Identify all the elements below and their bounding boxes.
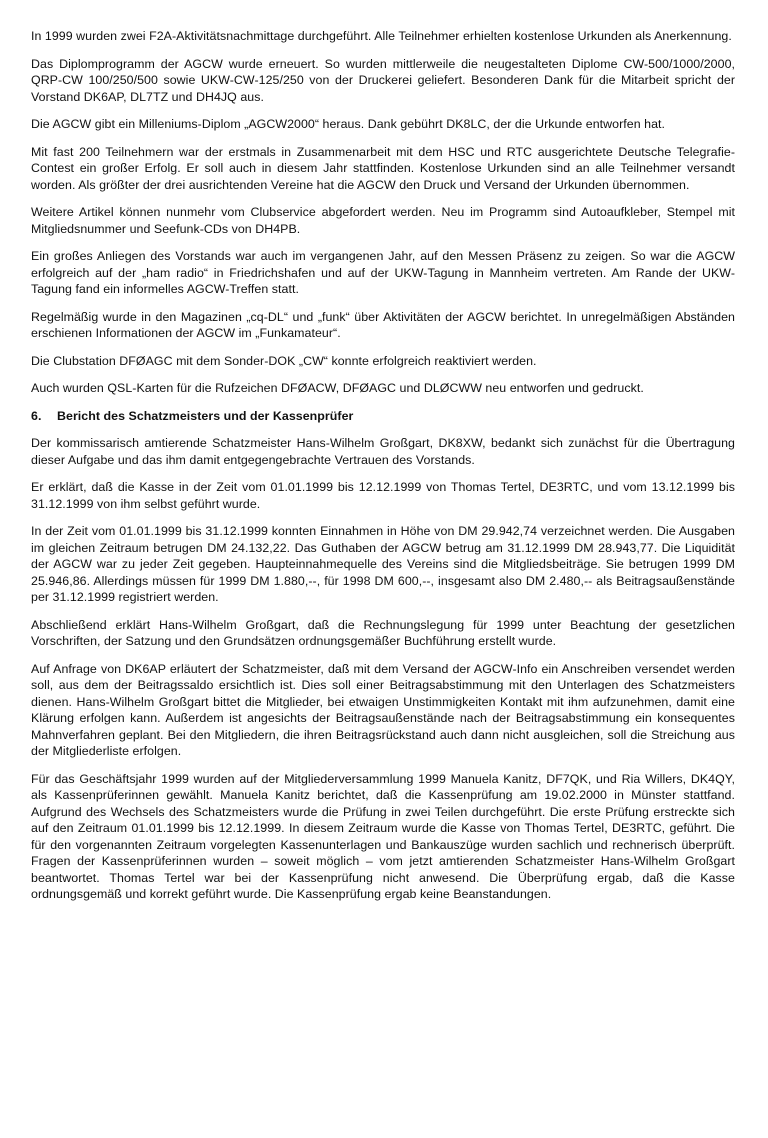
paragraph-clubservice: Weitere Artikel können nunmehr vom Clubservice abgefordert werden. Neu im Programm sind Autoaufkleber, Stempel mit Mitgliedsnummer und Seefunk-CDs von DH4PB.	[31, 205, 735, 236]
section-title: Bericht des Schatzmeisters und der Kassenprüfer	[57, 408, 354, 423]
paragraph-finances: In der Zeit vom 01.01.1999 bis 31.12.1999 konnten Einnahmen in Höhe von DM 29.942,74 verzeichnet werden. Die Ausgaben im gleichen Zeitraum betrugen DM 24.132,22. Das Guthaben der AGCW betrug am 31.12.1999 DM 28.943,77. Die Liquidität der AGCW war zu jeder Zeit gegeben. Haupteinnahmequelle des Vereins sind die Mitgliedsbeiträge. Sie betrugen 1999 DM 25.946,86. Allerdings müssen für 1999 DM 1.880,--, für 1998 DM 600,--, insgesamt also DM 2.480,-- als Beitragsaußenstände per 31.12.1999 registriert werden.	[31, 524, 735, 604]
paragraph-f2a-activity: In 1999 wurden zwei F2A-Aktivitätsnachmittage durchgeführt. Alle Teilnehmer erhielten kostenlose Urkunden als Anerkennung.	[31, 29, 732, 43]
paragraph-dunning: Auf Anfrage von DK6AP erläutert der Schatzmeister, daß mit dem Versand der AGCW-Info ein Anschreiben versendet werden soll, aus dem der Beitragssaldo ersichtlich ist. Dies soll einer Beitragsabstimmung mit den Unterlagen des Schatzmeisters dienen. Hans-Wilhelm Großgart bittet die Mitglieder, bei etwaigen Unstimmigkeiten Kontakt mit ihm aufzunehmen, damit eine Klärung erfolgen kann. Außerdem ist angesichts der Beitragsaußenstände nach der Beitragsabstimmung ein konsequentes Mahnverfahren geplant. Bei den Mitgliedern, die ihren Beitragsrückstand auch dann nicht ausgleichen, soll die Streichung aus der Mitgliederliste erfolgen.	[31, 661, 735, 758]
paragraph-millenium-diploma: Die AGCW gibt ein Milleniums-Diplom „AGCW2000“ heraus. Dank gebührt DK8LC, der die Urkunde entworfen hat.	[31, 117, 666, 131]
paragraph-audit: Für das Geschäftsjahr 1999 wurden auf der Mitgliederversammlung 1999 Manuela Kanitz, DF7QK, und Ria Willers, DK4QY, als Kassenprüferinnen gewählt. Manuela Kanitz berichtet, daß die Kassenprüfung am 19.02.2000 in Münster stattfand. Aufgrund des Wechsels des Schatzmeisters wurde die Prüfung in zwei Teilen durchgeführt. Die erste Prüfung erstreckte sich auf den Zeitraum 01.01.1999 bis 12.12.1999. In diesem Zeitraum wurde die Kasse von Thomas Tertel, DE3RTC, geführt. Die für den vorgenannten Zeitraum vorgelegten Kassenunterlagen und Bankauszüge wurden sachlich und rechnerisch überprüft. Fragen der Kassenprüferinnen wurden – soweit möglich – vom jetzt amtierenden Schatzmeister Hans-Wilhelm Großgart beantwortet. Thomas Tertel war bei der Kassenprüfung nicht anwesend. Die Überprüfung ergab, daß die Kasse ordnungsgemäß und korrekt geführt wurde. Die Kassenprüfung ergab keine Beanstandungen.	[31, 771, 735, 901]
paragraph-telegraphy-contest: Mit fast 200 Teilnehmern war der erstmals in Zusammenarbeit mit dem HSC und RTC ausgerichtete Deutsche Telegrafie-Contest ein großer Erfolg. Er soll auch in diesem Jahr stattfinden. Kostenlose Urkunden sind an alle Teilnehmer versandt worden. Als größter der drei ausrichtenden Vereine hat die AGCW den Druck und Versand der Urkunden übernommen.	[31, 144, 735, 192]
paragraph-qsl-cards: Auch wurden QSL-Karten für die Rufzeichen DFØACW, DFØAGC und DLØCWW neu entworfen und gedruckt.	[31, 381, 644, 395]
paragraph-magazines: Regelmäßig wurde in den Magazinen „cq-DL“ und „funk“ über Aktivitäten der AGCW berichtet. In unregelmäßigen Abständen erschienen Informationen der AGCW im „Funkamateur“.	[31, 309, 735, 340]
section-heading	[31, 408, 735, 425]
paragraph-diploma-program: Das Diplomprogramm der AGCW wurde erneuert. So wurden mittlerweile die neugestalteten Diplome CW-500/1000/2000, QRP-CW 100/250/500 sowie UKW-CW-125/250 von der Druckerei geliefert. Besonderen Dank für die Mitarbeit spricht der Vorstand DK6AP, DL7TZ und DH4JQ aus.	[31, 56, 735, 104]
paragraph-cash-periods: Er erklärt, daß die Kasse in der Zeit vom 01.01.1999 bis 12.12.1999 von Thomas Tertel, DE3RTC, und vom 13.12.1999 bis 31.12.1999 von ihm selbst geführt wurde.	[31, 480, 735, 511]
paragraph-fairs: Ein großes Anliegen des Vorstands war auch im vergangenen Jahr, auf den Messen Präsenz zu zeigen. So war die AGCW erfolgreich auf der „ham radio“ in Friedrichshafen und auf der UKW-Tagung in Mannheim vertreten. Am Rande der UKW-Tagung fand ein informelles AGCW-Treffen statt.	[31, 249, 735, 296]
document-page	[31, 28, 735, 914]
paragraph-treasurer-thanks: Der kommissarisch amtierende Schatzmeister Hans-Wilhelm Großgart, DK8XW, bedankt sich zunächst für die Übertragung dieser Aufgabe und das ihm damit entgegengebrachte Vertrauen des Vorstands.	[31, 436, 735, 467]
section-number: 6.	[31, 408, 42, 423]
paragraph-clubstation: Die Clubstation DFØAGC mit dem Sonder-DOK „CW“ konnte erfolgreich reaktiviert werden.	[31, 353, 537, 368]
paragraph-accounting: Abschließend erklärt Hans-Wilhelm Großgart, daß die Rechnungslegung für 1999 unter Beachtung der gesetzlichen Vorschriften, der Satzung und den Grundsätzen ordnungsgemäßer Buchführung erstellt wurde.	[31, 617, 735, 648]
